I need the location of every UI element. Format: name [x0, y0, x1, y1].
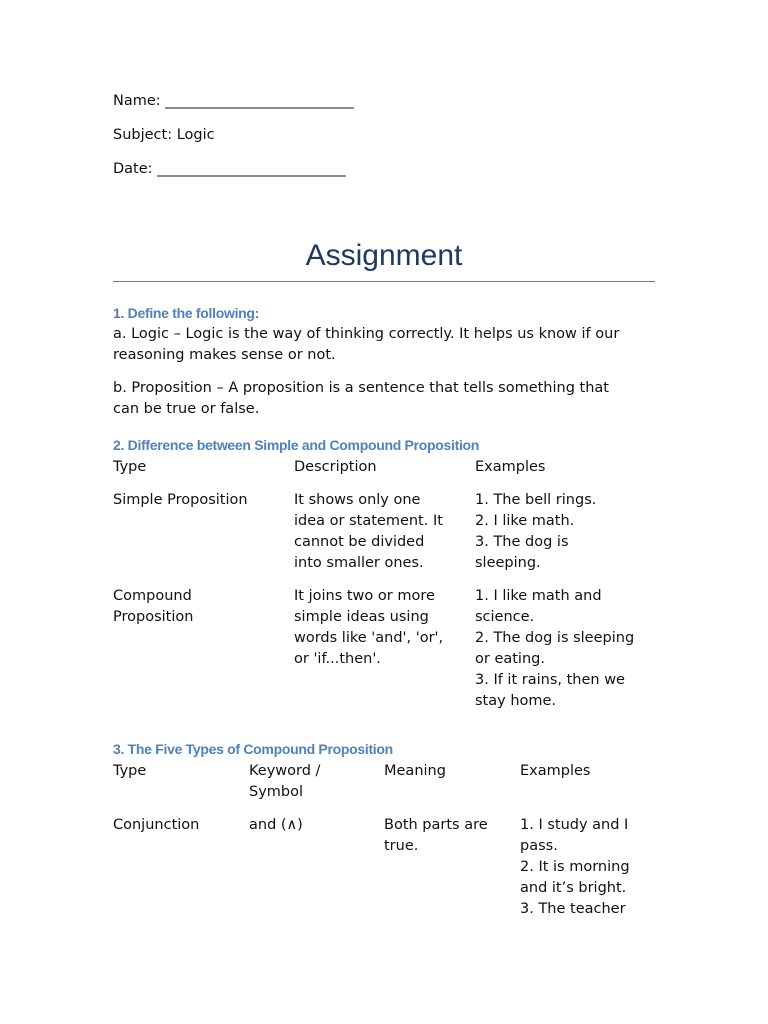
table-2-row-1-type-line: Proposition — [113, 609, 194, 625]
definition-proposition-line-1: b. Proposition – A proposition is a sentence that tells something that — [113, 380, 609, 396]
table-2-row-1-examples-line: or eating. — [475, 651, 545, 667]
date-field: Date: __________________________ — [113, 161, 346, 177]
table-2-row-1-examples-line: stay home. — [475, 693, 557, 709]
table-3-row-0-keyword-line: and (∧) — [249, 817, 303, 833]
table-2-row-0-description-line: into smaller ones. — [294, 555, 424, 571]
table-2-row-0-examples-line: 2. I like math. — [475, 513, 575, 529]
table-3-header-keyword — [249, 761, 379, 803]
table-3-row-0-examples — [520, 815, 650, 920]
table-3-row-0-meaning-line: true. — [384, 838, 419, 854]
table-2-row-0-type — [113, 490, 288, 511]
table-3-row-0-type — [113, 815, 243, 836]
table-3-row-0-meaning-line: Both parts are — [384, 817, 488, 833]
title-underline — [113, 281, 655, 282]
definition-logic-line-2: reasoning makes sense or not. — [113, 347, 336, 363]
table-2-row-0-examples-line: 1. The bell rings. — [475, 492, 597, 508]
table-2-row-0-examples-line: 3. The dog is — [475, 534, 569, 550]
section-2-heading: 2. Difference between Simple and Compound Proposition — [113, 437, 480, 453]
table-2-row-1-examples-line: 3. If it rains, then we — [475, 672, 625, 688]
table-3-header-keyword-line: Symbol — [249, 784, 304, 800]
name-field: Name: __________________________ — [113, 93, 354, 109]
table-3-row-0-examples-line: 3. The teacher — [520, 901, 626, 917]
table-3-row-0-examples-line: 1. I study and I — [520, 817, 629, 833]
table-3-row-0-examples-line: and it’s bright. — [520, 880, 627, 896]
section-1-heading: 1. Define the following: — [113, 305, 260, 321]
table-2-row-1-description-line: words like 'and', 'or', — [294, 630, 444, 646]
table-2-row-1-description-line: It joins two or more — [294, 588, 435, 604]
table-3-header-type-line: Type — [113, 763, 147, 779]
table-2-row-0-description-line: idea or statement. It — [294, 513, 443, 529]
table-2-row-1-examples-line: 2. The dog is sleeping — [475, 630, 635, 646]
table-2-row-0-type-line: Simple Proposition — [113, 492, 248, 508]
table-3-header-examples-line: Examples — [520, 763, 591, 779]
table-3-row-0-type-line: Conjunction — [113, 817, 200, 833]
definition-proposition — [113, 378, 658, 420]
definition-logic — [113, 324, 658, 366]
table-2-row-1-examples-line: 1. I like math and — [475, 588, 602, 604]
table-3-header-meaning — [384, 761, 514, 782]
table-2-row-0-description-line: cannot be divided — [294, 534, 425, 550]
table-2-header-1: Description — [294, 459, 377, 475]
table-3-header-type — [113, 761, 243, 782]
table-2-header-2: Examples — [475, 459, 546, 475]
table-3-header-meaning-line: Meaning — [384, 763, 446, 779]
table-2-row-0-examples — [475, 490, 650, 574]
table-2-header-0: Type — [113, 459, 147, 475]
table-3-header-keyword-line: Keyword / — [249, 763, 321, 779]
table-2-row-1-description-line: simple ideas using — [294, 609, 429, 625]
table-2-row-1-description — [294, 586, 469, 670]
table-2-row-1-type — [113, 586, 288, 628]
definition-proposition-line-2: can be true or false. — [113, 401, 260, 417]
subject-field: Subject: Logic — [113, 127, 215, 143]
document-title: Assignment — [305, 239, 463, 272]
table-2-row-0-description — [294, 490, 469, 574]
table-3-header-examples — [520, 761, 650, 782]
section-3-heading: 3. The Five Types of Compound Proposition — [113, 741, 393, 757]
table-2-row-1-examples — [475, 586, 650, 712]
table-3-row-0-meaning — [384, 815, 514, 857]
table-3-row-0-keyword — [249, 815, 379, 836]
table-2-row-1-examples-line: science. — [475, 609, 535, 625]
table-3-row-0-examples-line: pass. — [520, 838, 558, 854]
table-3-row-0-examples-line: 2. It is morning — [520, 859, 630, 875]
table-2-row-0-description-line: It shows only one — [294, 492, 421, 508]
table-2-row-1-description-line: or 'if...then'. — [294, 651, 381, 667]
table-2-row-1-type-line: Compound — [113, 588, 192, 604]
definition-logic-line-1: a. Logic – Logic is the way of thinking correctly. It helps us know if our — [113, 326, 620, 342]
table-2-row-0-examples-line: sleeping. — [475, 555, 541, 571]
